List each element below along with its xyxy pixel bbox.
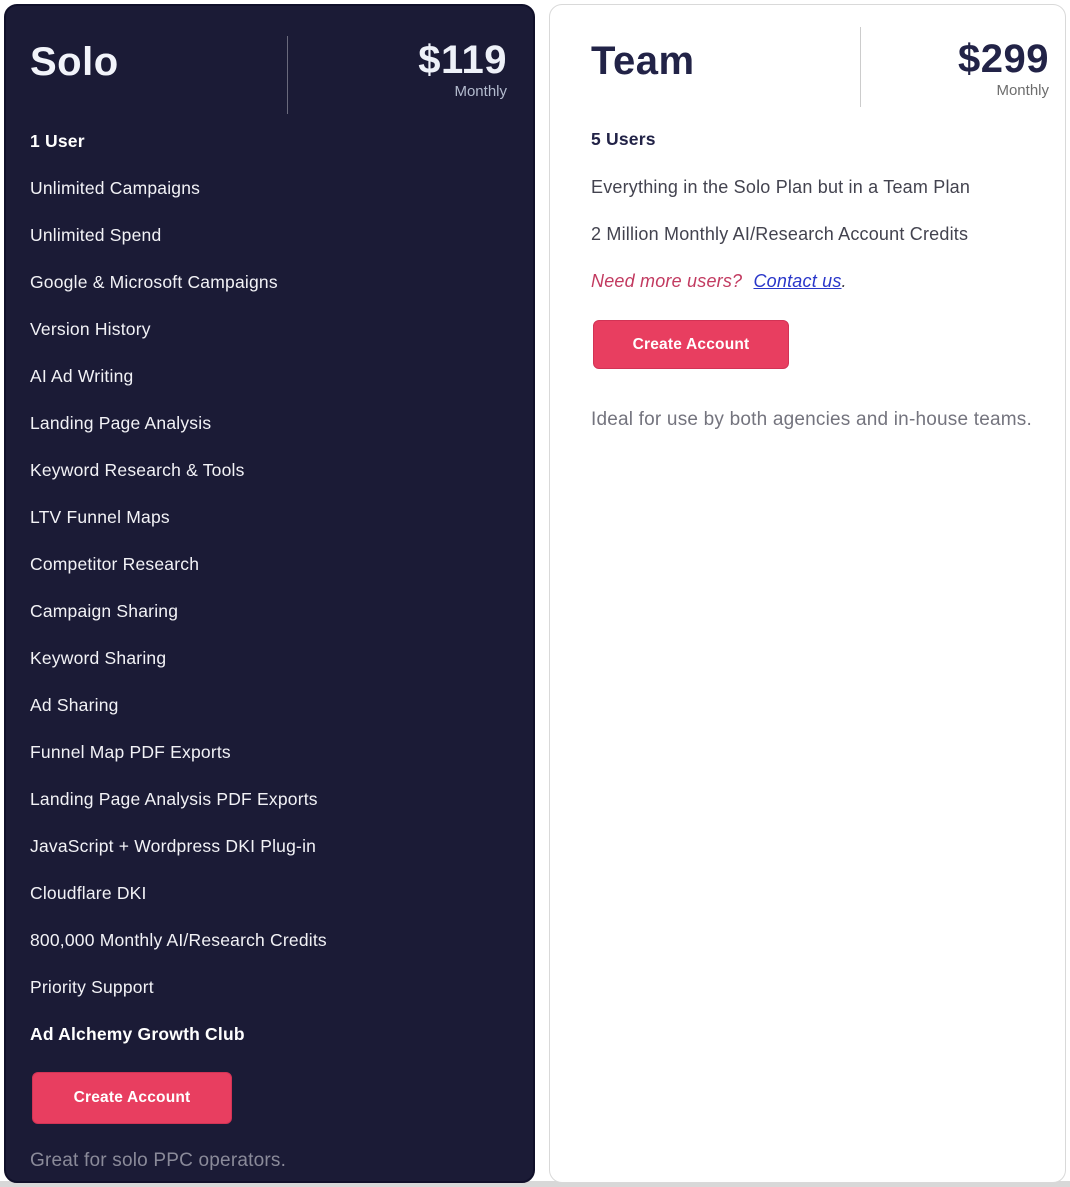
feature-item: Funnel Map PDF Exports (30, 742, 231, 762)
solo-price-block (418, 38, 507, 100)
feature-item: Google & Microsoft Campaigns (30, 272, 278, 292)
solo-plan-title: Solo (30, 40, 119, 84)
need-more-users-text: Need more users? (591, 271, 743, 291)
solo-plan-card (4, 4, 535, 1183)
contact-us-link[interactable]: Contact us (753, 271, 842, 291)
feature-item: Competitor Research (30, 554, 200, 574)
solo-header (30, 38, 507, 100)
feature-item: Keyword Research & Tools (30, 460, 245, 480)
team-users-count: 5 Users (591, 129, 656, 149)
feature-item: LTV Funnel Maps (30, 507, 170, 527)
feature-item: Unlimited Spend (30, 225, 162, 245)
need-more-users-line (591, 271, 1049, 292)
feature-item: Ad Sharing (30, 695, 119, 715)
team-create-account-button[interactable]: Create Account (593, 320, 789, 369)
team-feature-line: Everything in the Solo Plan but in a Team Plan (591, 177, 971, 197)
team-feature-lines (591, 177, 1049, 244)
feature-item: Keyword Sharing (30, 648, 167, 668)
feature-item: Cloudflare DKI (30, 883, 147, 903)
team-header-divider (860, 27, 861, 107)
solo-billing-period: Monthly (454, 83, 507, 100)
team-price: $299 (958, 37, 1049, 81)
team-plan-card (549, 4, 1066, 1183)
team-tagline: Ideal for use by both agencies and in-house teams. (591, 409, 1032, 430)
feature-item: Priority Support (30, 977, 154, 997)
team-plan-title: Team (591, 39, 695, 83)
solo-tagline: Great for solo PPC operators. (30, 1150, 287, 1171)
team-header (591, 37, 1049, 99)
need-more-period: . (841, 271, 847, 291)
feature-item: Campaign Sharing (30, 601, 179, 621)
feature-item: Landing Page Analysis (30, 413, 212, 433)
feature-item: Ad Alchemy Growth Club (30, 1024, 245, 1044)
feature-item: 1 User (30, 131, 85, 151)
solo-price: $119 (418, 38, 507, 82)
feature-item: AI Ad Writing (30, 366, 134, 386)
team-price-block (958, 37, 1049, 99)
feature-item: JavaScript + Wordpress DKI Plug-in (30, 836, 317, 856)
solo-feature-list (30, 132, 507, 1044)
feature-item: Landing Page Analysis PDF Exports (30, 789, 318, 809)
feature-item: 800,000 Monthly AI/Research Credits (30, 930, 327, 950)
solo-header-divider (287, 36, 288, 114)
solo-create-account-button[interactable]: Create Account (32, 1072, 232, 1124)
team-feature-line: 2 Million Monthly AI/Research Account Credits (591, 224, 969, 244)
feature-item: Version History (30, 319, 151, 339)
feature-item: Unlimited Campaigns (30, 178, 201, 198)
team-billing-period: Monthly (996, 82, 1049, 99)
